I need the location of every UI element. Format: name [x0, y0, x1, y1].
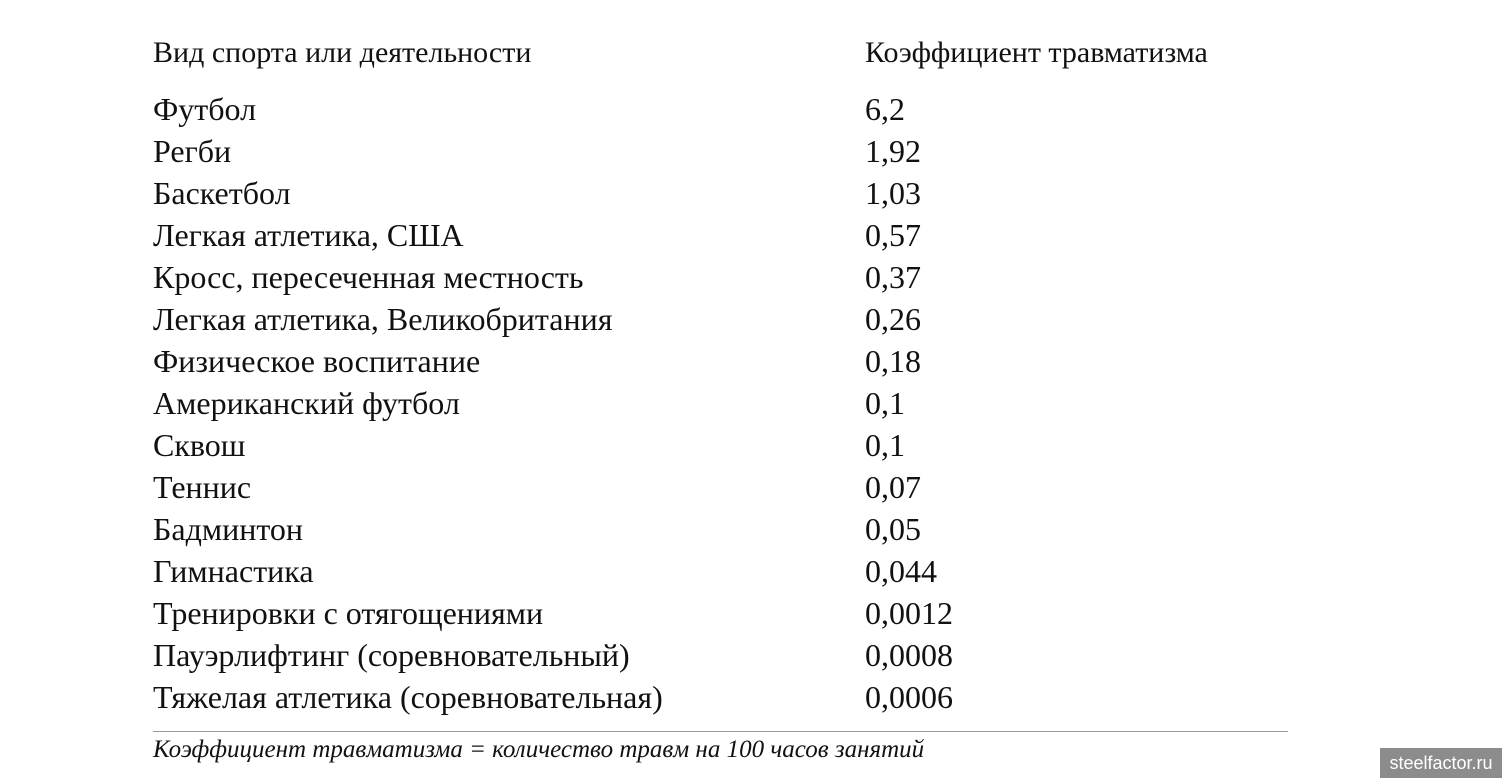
table-row	[153, 88, 1303, 130]
table-row	[153, 382, 1303, 424]
coefficient-cell: 0,1	[865, 385, 905, 421]
coefficient-cell: 1,03	[865, 175, 921, 211]
watermark: steelfactor.ru	[1380, 748, 1502, 778]
activity-cell: Теннис	[153, 469, 252, 505]
coefficient-cell: 0,0006	[865, 679, 953, 715]
coefficient-cell: 0,044	[865, 553, 937, 589]
activity-cell: Американский футбол	[153, 385, 460, 421]
footnote: Коэффициент травматизма = количество травм на 100 часов занятий	[153, 736, 925, 763]
table-row	[153, 508, 1303, 550]
coefficient-cell: 0,0008	[865, 637, 953, 673]
header-coefficient: Коэффициент травматизма	[865, 36, 1208, 69]
table-row	[153, 256, 1303, 298]
coefficient-cell: 1,92	[865, 133, 921, 169]
coefficient-cell: 0,05	[865, 511, 921, 547]
footnote-divider	[153, 731, 1288, 732]
coefficient-cell: 0,18	[865, 343, 921, 379]
table-header	[153, 33, 1303, 73]
table-row	[153, 550, 1303, 592]
coefficient-cell: 6,2	[865, 91, 905, 127]
table-row	[153, 172, 1303, 214]
activity-cell: Кросс, пересеченная местность	[153, 259, 584, 295]
activity-cell: Регби	[153, 133, 232, 169]
coefficient-cell: 0,07	[865, 469, 921, 505]
table-row	[153, 298, 1303, 340]
activity-cell: Легкая атлетика, Великобритания	[153, 301, 613, 337]
activity-cell: Легкая атлетика, США	[153, 217, 464, 253]
table-row	[153, 130, 1303, 172]
table-body	[153, 88, 1303, 718]
coefficient-cell: 0,37	[865, 259, 921, 295]
table-row	[153, 424, 1303, 466]
activity-cell: Гимнастика	[153, 553, 314, 589]
activity-cell: Баскетбол	[153, 175, 291, 211]
table-row	[153, 676, 1303, 718]
table-row	[153, 466, 1303, 508]
header-activity: Вид спорта или деятельности	[153, 36, 532, 69]
activity-cell: Сквош	[153, 427, 246, 463]
activity-cell: Физическое воспитание	[153, 343, 481, 379]
table-row	[153, 592, 1303, 634]
table-row	[153, 214, 1303, 256]
activity-cell: Футбол	[153, 91, 257, 127]
activity-cell: Бадминтон	[153, 511, 304, 547]
coefficient-cell: 0,1	[865, 427, 905, 463]
activity-cell: Тяжелая атлетика (соревновательная)	[153, 679, 663, 715]
table-row	[153, 340, 1303, 382]
activity-cell: Тренировки с отягощениями	[153, 595, 544, 631]
coefficient-cell: 0,57	[865, 217, 921, 253]
activity-cell: Пауэрлифтинг (соревновательный)	[153, 637, 630, 673]
coefficient-cell: 0,26	[865, 301, 921, 337]
table-row	[153, 634, 1303, 676]
coefficient-cell: 0,0012	[865, 595, 953, 631]
